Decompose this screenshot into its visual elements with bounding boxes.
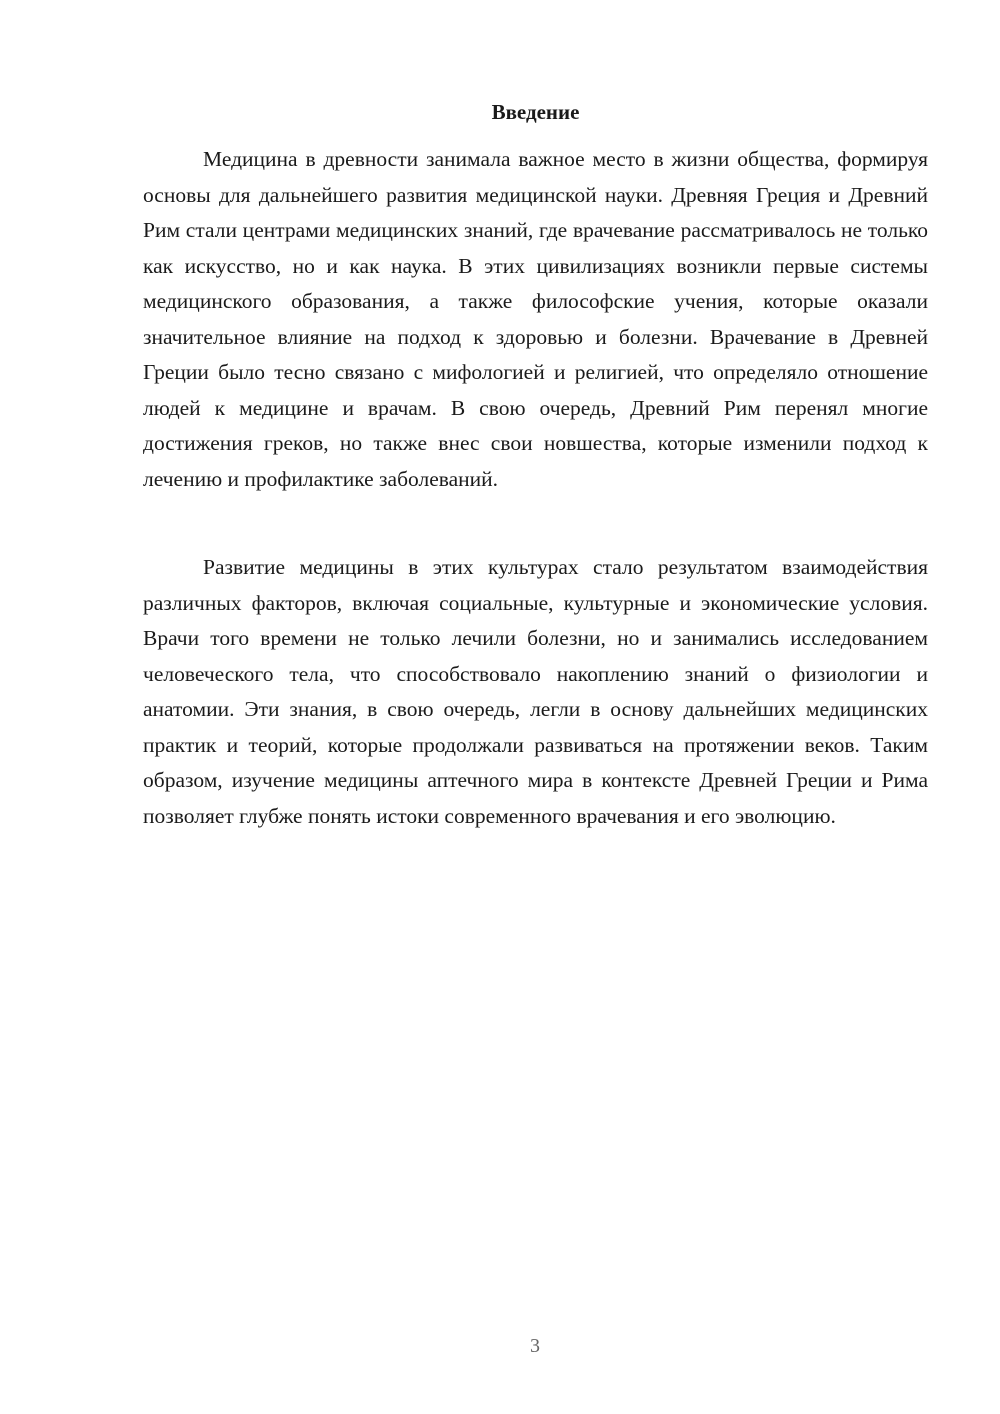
paragraph-2: Развитие медицины в этих культурах стало результатом взаимодействия различных факторов, включая социальные, культурные и экономические условия. Врачи того времени не только лечили болезни, но и занимались исследованием человеческого тела, что способствовало накоплению знаний о физиологии и анатомии. Эти знания, в свою очередь, легли в основу дальнейших медицинских практик и теорий, которые продолжали развиваться на протяжении веков. Таким образом, изучение медицины аптечного мира в контексте Древней Греции и Рима позволяет глубже понять истоки современного врачевания и его эволюцию. <box>143 555 928 828</box>
page-number: 3 <box>530 1335 540 1357</box>
paragraph-1: Медицина в древности занимала важное место в жизни общества, формируя основы для дальнейшего развития медицинской науки. Древняя Греция и Древний Рим стали центрами медицинских знаний, где врачевание рассматривалось не только как искусство, но и как наука. В этих цивилизациях возникли первые системы медицинского образования, а также философские учения, которые оказали значительное влияние на подход к здоровью и болезни. Врачевание в Древней Греции было тесно связано с мифологией и религией, что определяло отношение людей к медицине и врачам. В свою очередь, Древний Рим перенял многие достижения греков, но также внес свои новшества, которые изменили подход к лечению и профилактике заболеваний. <box>143 147 928 491</box>
section-heading: Введение <box>491 100 580 124</box>
